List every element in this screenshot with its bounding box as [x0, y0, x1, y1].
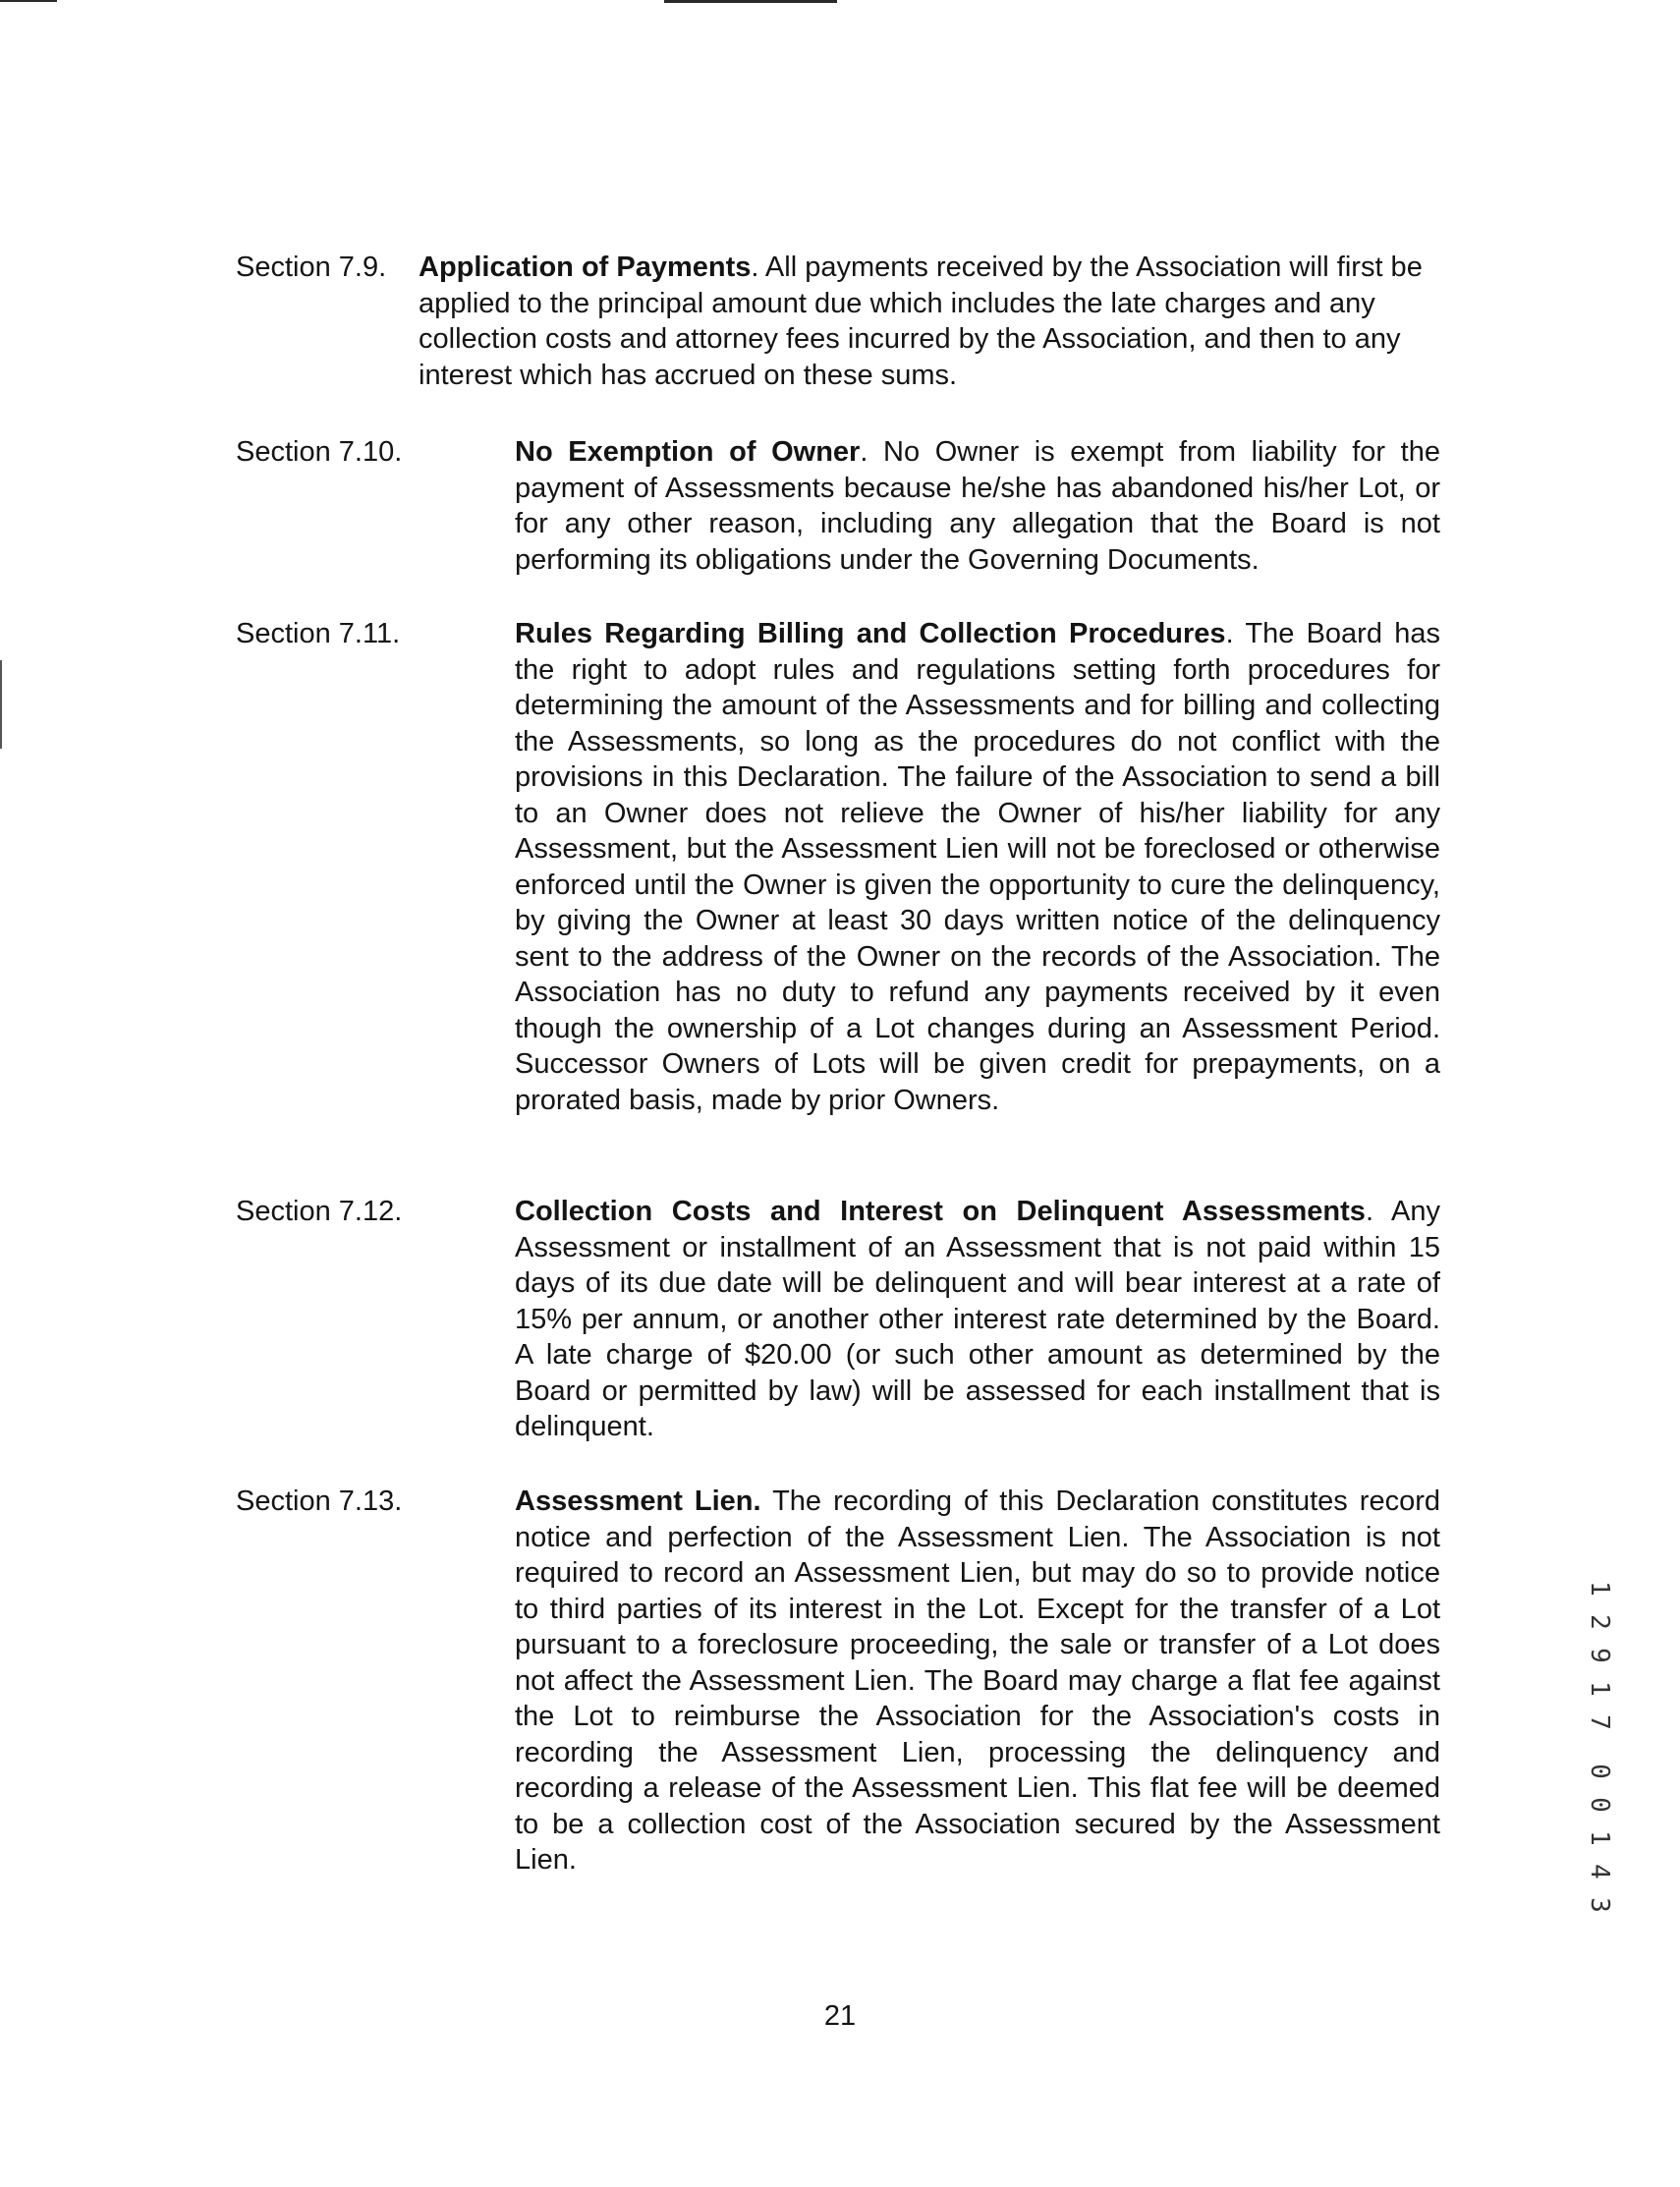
- section-label: Section 7.10.: [236, 436, 403, 468]
- section-title: Collection Costs and Interest on Delinquent Assessments: [515, 1196, 1366, 1227]
- section-title: Application of Payments: [419, 252, 752, 283]
- scan-artifact-left-edge: [0, 660, 2, 749]
- section-body: [515, 616, 1440, 1118]
- section-body: [419, 250, 1440, 393]
- recording-digit: 7: [1585, 1714, 1614, 1730]
- section-text: . The Board has the right to adopt rules and regulations setting forth procedures for determining the amount of the Assessments and for billing and collecting the Assessments, so long as the procedures do not conflict with the provisions in this Declaration. The failure of the Association to send a bill to an Owner does not relieve the Owner of his/her liability for any Assessment, but the Assessment Lien will not be foreclosed or otherwise enforced until the Owner is given the opportunity to cure the delinquency, by giving the Owner at least 30 days written notice of the delinquency sent to the address of the Owner on the records of the Association. The Association has no duty to refund any payments received by it even though the ownership of a Lot changes during an Assessment Period. Successor Owners of Lots will be given credit for prepayments, on a prorated basis, made by prior Owners.: [515, 618, 1440, 1116]
- section-text: . All payments received by the Association will first be applied to the principal amount due which includes the late charges and any collection costs and attorney fees incurred by the Association, and then to any interest which has accrued on these sums.: [419, 252, 1423, 391]
- recording-digit: 3: [1585, 1897, 1614, 1913]
- section-7-11: [236, 616, 1440, 1118]
- section-label: Section 7.12.: [236, 1196, 403, 1227]
- section-body: [515, 1484, 1440, 1879]
- recording-digit: 2: [1585, 1614, 1614, 1630]
- section-label: Section 7.13.: [236, 1486, 403, 1517]
- section-text: . Any Assessment or installment of an Assessment that is not paid within 15 days of its due date will be delinquent and will bear interest at a rate of 15% per annum, or another other interest rate determined by the Board. A late charge of $20.00 (or such other amount as determined by the Board or permitted by law) will be assessed for each installment that is delinquent.: [515, 1196, 1440, 1442]
- section-title: No Exemption of Owner: [515, 436, 861, 468]
- section-7-10: [236, 434, 1440, 578]
- recording-page: [1580, 1755, 1619, 1922]
- recording-digit: 1: [1585, 1581, 1614, 1597]
- section-7-9: [236, 250, 1440, 393]
- section-text: . No Owner is exempt from liability for the payment of Assessments because he/she has abandoned his/her Lot, or for any other reason, including any allegation that the Board is not performing its obligations under the Governing Documents.: [515, 436, 1440, 576]
- page-number: 21: [823, 2000, 857, 2032]
- section-title: Rules Regarding Billing and Collection Procedures: [515, 618, 1226, 649]
- section-7-12: [236, 1194, 1440, 1445]
- recording-digit: 9: [1585, 1648, 1614, 1663]
- scan-artifact-top-right: [664, 0, 837, 3]
- recording-digit: 0: [1585, 1764, 1614, 1779]
- recording-digit: 0: [1585, 1797, 1614, 1813]
- section-7-13: [236, 1484, 1440, 1879]
- section-title: Assessment Lien.: [515, 1486, 761, 1517]
- recording-book: [1580, 1572, 1619, 1739]
- section-label: Section 7.11.: [236, 618, 401, 649]
- recording-digit: 4: [1585, 1864, 1614, 1879]
- section-text: The recording of this Declaration constitutes record notice and perfection of the Assessment Lien. The Association is not required to record an Assessment Lien, but may do so to provide notice to third parties of its interest in the Lot. Except for the transfer of a Lot pursuant to a foreclosure proceeding, the sale or transfer of a Lot does not affect the Assessment Lien. The Board may charge a flat fee against the Lot to reimburse the Association for the Association's costs in recording the Assessment Lien, processing the delinquency and recording a release of the Assessment Lien. This flat fee will be deemed to be a collection cost of the Association secured by the Assessment Lien.: [515, 1486, 1440, 1876]
- section-label: Section 7.9.: [236, 252, 387, 283]
- recording-digit: 1: [1585, 1681, 1614, 1697]
- section-body: [515, 434, 1440, 578]
- section-body: [515, 1194, 1440, 1445]
- recording-number: [1580, 1572, 1619, 1922]
- recording-digit: 1: [1585, 1830, 1614, 1846]
- scan-artifact-top-left: [0, 0, 57, 2]
